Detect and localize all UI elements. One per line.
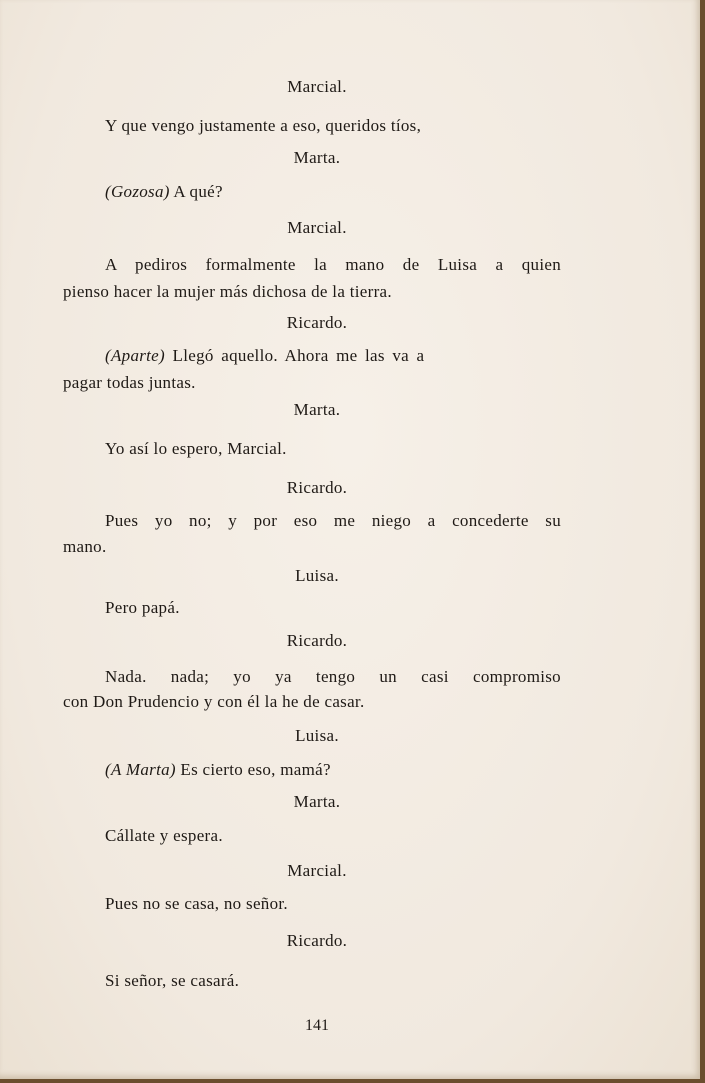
dialogue-line: Cállate y espera. (105, 826, 223, 845)
speaker-name: Ricardo. (286, 931, 348, 950)
dialogue-text: Llegó aquello. Ahora me las va a (165, 346, 425, 365)
dialogue-continuation: con Don Prudencio y con él la he de casar. (63, 692, 365, 711)
speaker-name: Marcial. (287, 218, 347, 237)
page-number: 141 (305, 1017, 329, 1034)
dialogue-line: A pediros formalmente la mano de Luisa a quien (105, 255, 561, 274)
dialogue-line: Pues no se casa, no señor. (105, 894, 288, 913)
dialogue-line (105, 345, 561, 367)
speaker-name: Marcial. (287, 77, 347, 96)
dialogue-line: Yo así lo espero, Marcial. (105, 439, 287, 458)
dialogue-continuation: pienso hacer la mujer más dichosa de la tierra. (63, 282, 392, 301)
speaker-name: Marta. (293, 792, 341, 811)
speaker-name: Luisa. (295, 566, 339, 585)
stage-direction: (Gozosa) (105, 182, 170, 201)
dialogue-text: Es cierto eso, mamá? (175, 760, 331, 779)
speaker-name: Marta. (293, 400, 341, 419)
dialogue-line: Pero papá. (105, 598, 180, 617)
speaker-name: Marcial. (287, 861, 347, 880)
dialogue-line: Si señor, se casará. (105, 971, 240, 990)
dialogue-continuation: mano. (63, 537, 107, 556)
speaker-name: Ricardo. (286, 478, 348, 497)
dialogue-line: Y que vengo justamente a eso, queridos tíos, (105, 116, 422, 135)
dialogue-line (105, 181, 561, 203)
dialogue-text: A qué? (169, 182, 223, 201)
speaker-name: Ricardo. (286, 631, 348, 650)
stage-direction: (A Marta) (105, 760, 176, 779)
speaker-name: Ricardo. (286, 313, 348, 332)
speaker-name: Marta. (293, 148, 341, 167)
dialogue-continuation: pagar todas juntas. (63, 373, 196, 392)
dialogue-line (105, 759, 561, 781)
dialogue-line: Pues yo no; y por eso me niego a concederte su (105, 511, 561, 530)
stage-direction: (Aparte) (105, 346, 165, 365)
speaker-name: Luisa. (295, 726, 339, 745)
dialogue-line: Nada. nada; yo ya tengo un casi compromiso (105, 667, 561, 686)
